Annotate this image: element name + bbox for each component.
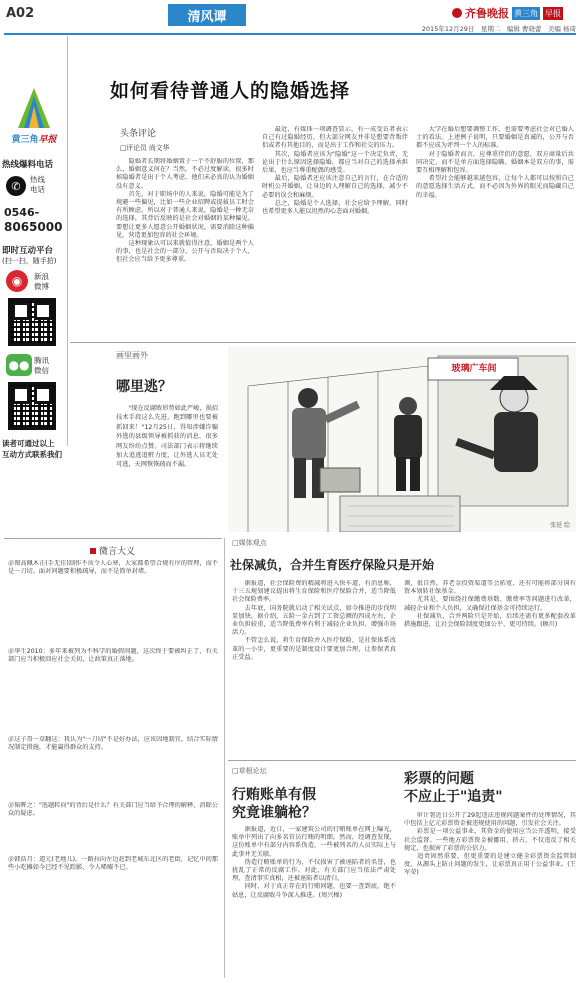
comment-item: ＠这子哥一草翻这：我认为"一刀切"不是好办法，应该因地制宜，结合实际情况制定措施，才能赢得群众的支持。 [8, 736, 218, 752]
wechat-label: 腾讯 微信 [34, 356, 49, 375]
wechat-qr-code [8, 382, 56, 430]
comments-top-rule [4, 538, 222, 539]
phone-icon: ✆ [6, 176, 26, 196]
section-title: 清风谭 [187, 9, 227, 25]
sidebar-footer: 读者可通过以上 互动方式联系我们 [2, 439, 62, 459]
hotline-title: 热线爆料电话 [2, 160, 54, 170]
bottom-left-body: 据报道，近日，一家建筑公司的行贿账单在网上曝光，账单中列出了向多名官员行贿的明细。然而，经调查发现，这份账单中有部分内容系伪造，一些被列名的人员实际上与此事并无关联。 伪造行贿账单的行为，不仅损害了被诬陷者的名誉，也扰乱了正常的反腐工作。对此，有关部门应当依法严肃处理，查清事实真相，还被诬陷者以清白。 同时，对于真正存在的行贿问题，也要一查到底，绝不姑息，让反腐败斗争深入推进。(周兴榛) [232, 826, 396, 899]
wechat-icon: ●● [6, 354, 32, 376]
comments-kicker-text: 微言大义 [99, 547, 136, 557]
commentary-column-2: 最近，有媒体一项调查显示，有一成受访者表示自己有过隐婚经历，但大部分网友并非是想要背叛伴侣或者有其他目的，而是出于工作和社交的压力。 其次，隐婚者应该为"隐婚"这一个决定负责，无论出于什么原因选择隐婚，都应当对自己的选择承担后果，也应当尊重配偶的感受。 最后，隐婚者还应该注意自己的言行，在合适的时机公开婚姻，让身边的人理解自己的选择，减少不必要的误会和麻烦。 总之，隐婚是个人选择，社会应给予理解，同时也希望更多人能以坦然的心态面对婚姻。 [262, 126, 408, 216]
brand-name: 齐鲁晚报 [465, 7, 509, 20]
commentary-column-1: 隐婚者长期将婚姻置于一个不舒服的位置，那么，婚姻意义何在？当然，不必过度解读，很多时候隐婚者是出于个人考虑，他们未必真的认为婚姻没有意义。 首先，对于职场中的人来说，隐婚可能是为了规避一些偏见，比如一些企业招聘或提拔员工时会有所顾虑。所以对于普通人来说，隐婚是一种无奈的选择，其背后反映的是社会对婚姻的某种偏见。要想让更多人愿意公开婚姻状况，需要消除这种偏见，营造更加包容的社会环境。 这种现象认可以来就值得注意，婚姻是两个人的事，也是社会的一部分，公开与否取决于个人，但社会应当给予更多尊重。 [116, 158, 254, 264]
header-rule [4, 33, 576, 35]
bottom-right-body: 审计署近日公开了29起违法违规问题案件的处理情况，其中包括上亿元彩票资金被违规使用的问题，引发社会关注。 彩票是一项公益事业，其资金的使用应当公开透明，接受社会监督。一些地方彩票资金被挪用、挤占，不仅违反了相关规定，也损害了彩票的公信力。 追责固然重要，但更重要的是建立健全彩票资金监管制度，从源头上防止问题的发生，让彩票真正用于公益事业。(王军荣) [404, 812, 576, 877]
hotline-label: 热线 电话 [30, 175, 45, 194]
headline: 如何看待普通人的隐婚选择 [110, 80, 351, 102]
social-title: 社保减负，合并生育医疗保险只是开始 [230, 558, 435, 572]
brand-mark-icon [452, 8, 462, 18]
brand-tag: 早报 [545, 8, 561, 18]
bottom-left-kicker: □草根论坛 [232, 767, 267, 775]
comment-item: ＠华生2010：多年来被列为不科学的婚假问题，这次终于要被纠正了，有关部门应当积极回应社会关切，让政策真正落地。 [8, 648, 218, 664]
phone-number: 8065000 [4, 220, 63, 234]
sidebar-divider [67, 36, 68, 446]
social-column-1: 据报道，社会保险费的精减将进入快车道，有消息称，十三五规划建议提出将生育保险和医疗保险合并，适当降低社会保险费率。 去年底，国务院就启动了相关试点，如今推进的步伐明显加快。据介绍，五险一金占到了工资总额的四成左右，企业负担较重，适当降低费率有利于减轻企业负担、增强市场活力。 不管怎么说，将生育保险并入医疗保险，是社保体系改革的一小步，更重要的是制度设计要更加合理，让参保者真正受益。 [232, 580, 396, 661]
paper-logo-icon [14, 86, 54, 130]
bottom-rule [228, 760, 576, 761]
cartoon-illustration [228, 346, 576, 532]
cartoon-sign: 玻璃广车间 [451, 364, 497, 374]
dateline: 2015年12月29日 星期二 编辑 曹晓蕾 美编 杨琦 [421, 25, 576, 33]
commentary-byline: □评论员 尚文华 [120, 144, 170, 152]
comments-list [8, 560, 218, 920]
social-column-2: 调，很自然，养老金投资渠道等会拓宽，还有可能将部分国有资本划转社保基金。 尤其是，要围绕社保缴费基数、缴费率等问题进行改革，减轻企业和个人负担，又确保社保基金可持续运行。 社保减负，合并两险只是开始，后续还需有更多配套改革措施跟进，让社会保险制度更加公平、更可持续。(顾川) [404, 580, 576, 629]
logo-text [4, 132, 64, 145]
brand-logo [452, 5, 563, 21]
comments-kicker [90, 544, 135, 557]
comments-kicker-icon [90, 548, 96, 554]
comment-item: ＠韩浩月：道元(老地儿)。一路拉向左边赶到老城东北区的老街，记忆中的那些小吃摊如今已经不见踪影，令人唏嘘不已。 [8, 856, 218, 872]
social-kicker: □媒体观点 [232, 539, 267, 547]
cartoon-caption: "现在反腐败形势如此严峻，损招技术手段这么先进，跑到哪里也要被抓回来！"12月25日，得知涉嫌诈骗外逃的县级领导被抓获的消息，很多网友纷纷点赞。司法部门表示将继续加大追逃追赃力度，让外逃人员无处可逃，天网恢恢疏而不漏。 [116, 405, 218, 469]
platform-subtitle: (扫一扫，随手拍) [2, 257, 57, 265]
commentary-column-3: 大学在婚后想要调整工作，也需要考虑社会对已婚人士的看法。上述例子说明，只要婚姻是真诚的，公开与否都不应成为评判一个人的标准。 对于隐婚者而言，应尊重伴侣的意愿，双方商量后共同决定，而不是单方面选择隐瞒。婚姻本是双方的事，需要互相理解和包容。 希望社会能够越来越包容，让每个人都可以按照自己的意愿选择生活方式，而不必因为外界的眼光而隐藏自己的幸福。 [416, 126, 574, 199]
logo-text-tag: 早报 [38, 135, 57, 145]
bottom-left-title: 行贿账单有假 究竟谁躺枪？ [232, 787, 316, 821]
weibo-icon: ◉ [6, 270, 28, 292]
bottom-right-title: 彩票的问题 不应止于"追责" [404, 771, 503, 805]
comment-item: ＠韬晖之："选题转向"的背后是什么？有关部门应当给予合理的解释，消除公众的疑虑。 [8, 802, 218, 818]
logo-text-main: 黄三角 [11, 135, 39, 145]
sidebar [0, 36, 66, 556]
page-number: A02 [6, 6, 35, 21]
commentary-kicker: 头条评论 [120, 129, 157, 139]
cartoon-title: 哪里逃？ [116, 379, 172, 395]
comment-item: ＠图高佩木正(手无佳)制作不该令人心寒，大家都希望合规有序的管理，而不是一刀切。面对问题要积极疏导，而不是简单封堵。 [8, 560, 218, 576]
comments-divider [224, 538, 225, 978]
section-tab [168, 4, 246, 26]
platform-title: 即时互动平台 [2, 246, 54, 256]
weibo-label: 新浪 微博 [34, 272, 49, 291]
cartoon-kicker: 画里画外 [116, 351, 148, 360]
phone-area: 0546- [4, 206, 40, 219]
weibo-qr-code [8, 298, 56, 346]
cartoon-credit: 张延 绘 [550, 522, 570, 529]
commentary-rule [70, 342, 576, 343]
brand-subname: 黄三角 [514, 8, 538, 18]
